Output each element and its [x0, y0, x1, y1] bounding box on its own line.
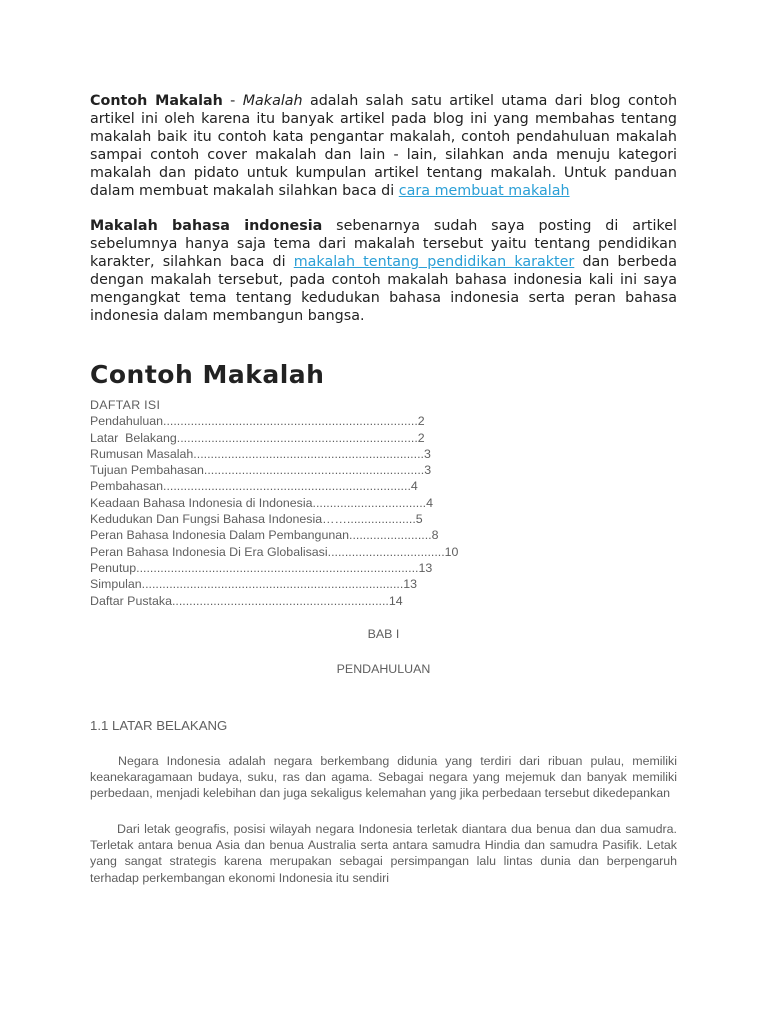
intro-paragraph-2	[90, 217, 677, 325]
page-content	[90, 92, 677, 886]
intro-paragraph-2-text-b: dan berbeda dengan makalah tersebut, pada contoh makalah bahasa indonesia kali ini saya mengangkat tema tentang kedudukan bahasa indonesia serta peran bahasa indonesia dalam membangun bangsa.	[90, 254, 677, 324]
toc-item: Penutup..................................................................................13	[90, 560, 433, 575]
document-body	[90, 397, 677, 886]
toc-item: Tujuan Pembahasan................................................................3	[90, 463, 432, 478]
body-paragraph-2	[90, 821, 677, 886]
toc-item: Daftar Pustaka...............................................................14	[90, 593, 403, 608]
toc-item: Keadaan Bahasa Indonesia di Indonesia.................................4	[90, 495, 434, 510]
intro-paragraph-1	[90, 92, 677, 200]
body-paragraph-2-text: Dari letak geografis, posisi wilayah negara Indonesia terletak diantara dua benua dan dua samudra. Terletak antara benua Asia dan benua Australia serta antara samudra Hindia dan samudra Pasifik. Letak yang sangat strategis karena merupakan sebagai persimpangan lalu lintas dunia dan berpengaruh terhadap perkembangan ekonomi Indonesia itu sendiri	[90, 821, 677, 885]
toc-item: Peran Bahasa Indonesia Dalam Pembangunan........................8	[90, 528, 439, 543]
intro-title-bold: Contoh Makalah	[90, 93, 223, 109]
document-title: Contoh Makalah	[90, 360, 325, 389]
chapter-title: PENDAHULUAN	[336, 661, 431, 676]
toc-heading: DAFTAR ISI	[90, 398, 161, 412]
toc-item: Rumusan Masalah...................................................................3	[90, 446, 431, 461]
body-paragraph-1	[90, 753, 677, 802]
toc-item: Simpulan............................................................................13	[90, 577, 418, 592]
chapter-number: BAB I	[367, 626, 400, 641]
toc-item: Kedudukan Dan Fungsi Bahasa Indonesia……....................5	[90, 512, 423, 527]
toc-item: Latar Belakang......................................................................2	[90, 430, 425, 445]
intro-paragraph-2-text-a: sebenarnya sudah saya posting di artikel sebelumnya hanya saja tema dari makalah tersebut yaitu tentang pendidikan karakter, silahkan baca di	[90, 218, 677, 270]
intro-section	[90, 92, 677, 325]
intro-dash: -	[222, 93, 243, 109]
toc-item: Pembahasan........................................................................4	[90, 479, 418, 494]
intro-paragraph-1-text: adalah salah satu artikel utama dari blog contoh artikel ini oleh karena itu banyak artikel pada blog ini yang membahas tentang makalah baik itu contoh kata pengantar makalah, contoh pendahuluan makalah sampai contoh cover makalah dan lain - lain, silahkan anda menuju kategori makalah dan pidato untuk kumpulan artikel tentang makalah. Untuk panduan dalam membuat makalah silahkan baca di	[90, 93, 678, 199]
link-cara-membuat-makalah[interactable]: cara membuat makalah	[398, 183, 570, 199]
table-of-contents	[90, 397, 677, 609]
body-paragraph-1-text: Negara Indonesia adalah negara berkembang didunia yang terdiri dari ribuan pulau, memiliki keanekaragamaan budaya, suku, ras dan agama. Sebagai negara yang mejemuk dan banyak memiliki perbedaan, menjadi kelebihan dan juga sekaligus kelemahan yang jika perbedaan tersebut dikedepankan	[90, 753, 677, 801]
intro-2-title-bold: Makalah bahasa indonesia	[90, 218, 323, 234]
toc-item: Peran Bahasa Indonesia Di Era Globalisasi..................................10	[90, 544, 459, 559]
link-makalah-pendidikan-karakter[interactable]: makalah tentang pendidikan karakter	[293, 254, 575, 270]
toc-item: Pendahuluan..........................................................................2	[90, 414, 425, 429]
section-heading: 1.1 LATAR BELAKANG	[90, 717, 228, 733]
intro-italic-word: Makalah	[242, 93, 303, 109]
